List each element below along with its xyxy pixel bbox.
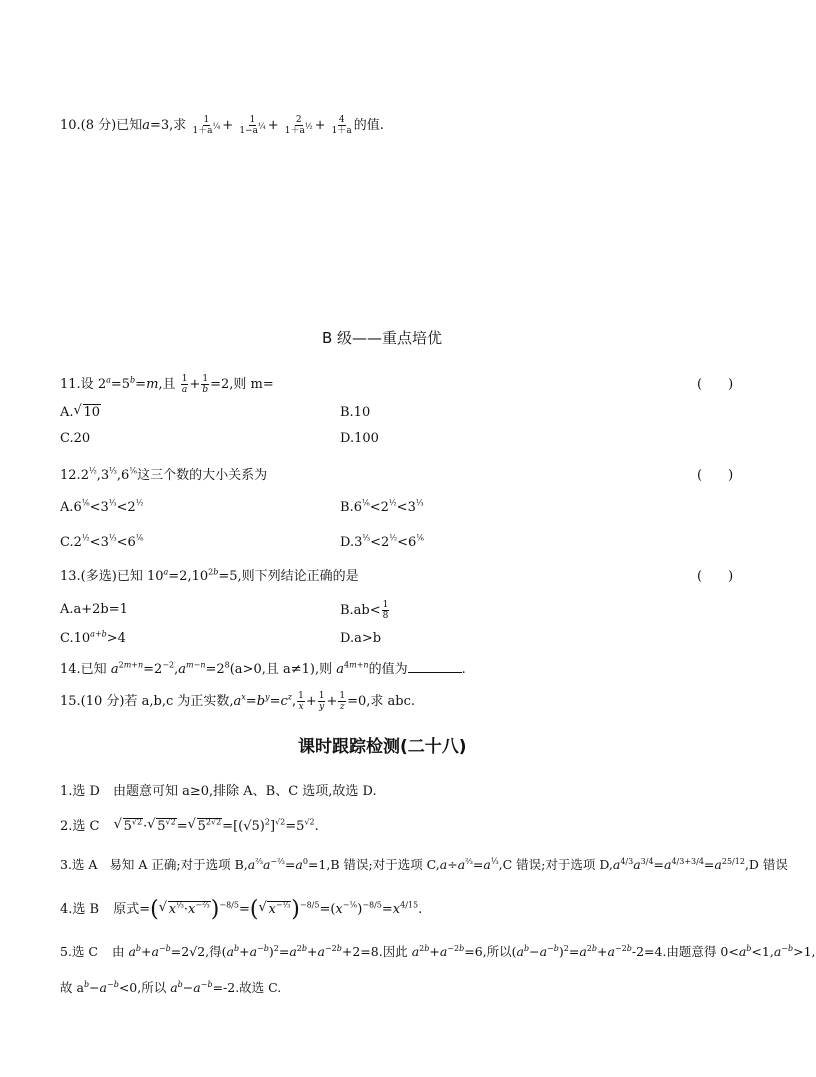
option-d: D.a>b: [340, 631, 382, 646]
option-c: C.20: [60, 431, 91, 446]
answer-3: 3.选 A 易知 A 正确;对于选项 $B,a^{\frac{2}{3}}a^{-\frac{2}{3}}=a^0=1,B$ 错误;对于选项 $C,a\div a^{\frac{2}{3}}=a^{\frac{1}{3}},C$ 错误;对于选项 $D,a^{4/3}a^{3/4}=a^{4/3+3/4}=a^{25/12},D$ 错误: [60, 856, 788, 872]
fraction: $\frac{4}{1+a}$: [331, 115, 352, 136]
answer-bracket: ( ): [697, 468, 734, 483]
option-c: $C.2^{\frac{1}{2}}<3^{\frac{1}{3}}<6^{\frac{1}{6}}$: [60, 533, 144, 550]
option-d: D.100: [340, 431, 379, 446]
option-d: $D.3^{\frac{1}{3}}<2^{\frac{1}{2}}<6^{\frac{1}{6}}$: [340, 533, 425, 550]
answer-bracket: ( ): [697, 377, 734, 392]
answer-5: 5.选 C 由 $a^b+a^{-b}=2√2$,得$(a^b+a^{-b})^2=a^{2b}+a^{-2b}+2=8$.因此 $a^{2b}+a^{-2b}=6$,所以$(a^b-a^{-b})^2=a^{2b}+a^{-2b}-2=4$.由题意得 $0<a^b<1,a^{-b}>1$,: [60, 943, 816, 959]
question-12: $12.2^{\frac{1}{2}},3^{\frac{1}{3}},6^{\frac{1}{6}}$这三个数的大小关系为: [60, 466, 268, 483]
answer-2: 2.选 C √ $5^{√2}\cdot√$ $5^{√2}=√$ $5^{2√2}=[(√5)^2]^{√2}=5^{√2}$.: [60, 815, 319, 834]
fraction: $\frac{1}{1-a^{\frac{1}{4}}}$: [239, 115, 266, 136]
question-14: 14.已知 $a^{2m+n}=2^{-2},a^{m-n}=2^8(a>0$,且 a≠1),则 $a^{4m+n}$的值为 .: [60, 660, 466, 677]
question-11: 11.设 $2^a=5^b=m$,且 $\frac{1}{a}$ + $\frac{1}{b}$ =2,则 m=: [60, 374, 274, 395]
answer-5-line-2: 故 $a^b-a^{-b}<0$,所以 $a^b-a^{-b}=-2$.故选 C.: [60, 979, 282, 995]
option-b: B.10: [340, 405, 371, 420]
section-heading: B 级——重点培优: [322, 329, 443, 347]
option-b: $B.6^{\frac{1}{6}}<2^{\frac{1}{2}}<3^{\frac{1}{3}}$: [340, 498, 424, 515]
answer-bracket: ( ): [697, 569, 734, 584]
option-b: B.ab< $\frac{1}{8}$: [340, 600, 389, 621]
option-c: $C.10^{a+b}>4$: [60, 629, 126, 646]
answer-4: 4.选 B 原式=(√ $x^{\frac{1}{3}}\cdot x^{-\frac{2}{3}})^{-8/5}=(√$ $x^{-\frac{1}{3}})^{-8/5}=(x^{-\frac{1}{6}})^{-8/5}=x^{4/15}$.: [60, 897, 422, 922]
question-13: 13.(多选)已知 $10^a=2,10^{2b}=5$,则下列结论正确的是: [60, 567, 359, 584]
fraction: $\frac{1}{1+a^{\frac{1}{4}}}$: [192, 115, 221, 136]
answer-1: 1.选 D 由题意可知 a≥0,排除 A、B、C 选项,故选 D.: [60, 784, 377, 799]
answers-title: 课时跟踪检测(二十八): [298, 737, 467, 757]
question-15: 15.(10 分)若 a,b,c 为正实数$,a^x=b^y=c^z$, $\frac{1}{x}$ + $\frac{1}{y}$ + $\frac{1}{z}$ =0,求 abc.: [60, 691, 416, 712]
option-a: A.a+2b=1: [60, 602, 128, 617]
fraction: $\frac{2}{1+a^{\frac{1}{2}}}$: [284, 115, 313, 136]
question-10: 10.(8 分)已知a=3,求 $\frac{1}{1+a^{\frac{1}{4}}}$ + $\frac{1}{1-a^{\frac{1}{4}}}$ + $\frac{2}{1+a^{\frac{1}{2}}}$ + $\frac{4}{1+a}$ 的值.: [60, 115, 384, 136]
answer-blank[interactable]: [408, 661, 462, 673]
option-a: A.√ 10: [60, 405, 101, 420]
option-a: $A.6^{\frac{1}{6}}<3^{\frac{1}{3}}<2^{\frac{1}{2}}$: [60, 498, 144, 515]
